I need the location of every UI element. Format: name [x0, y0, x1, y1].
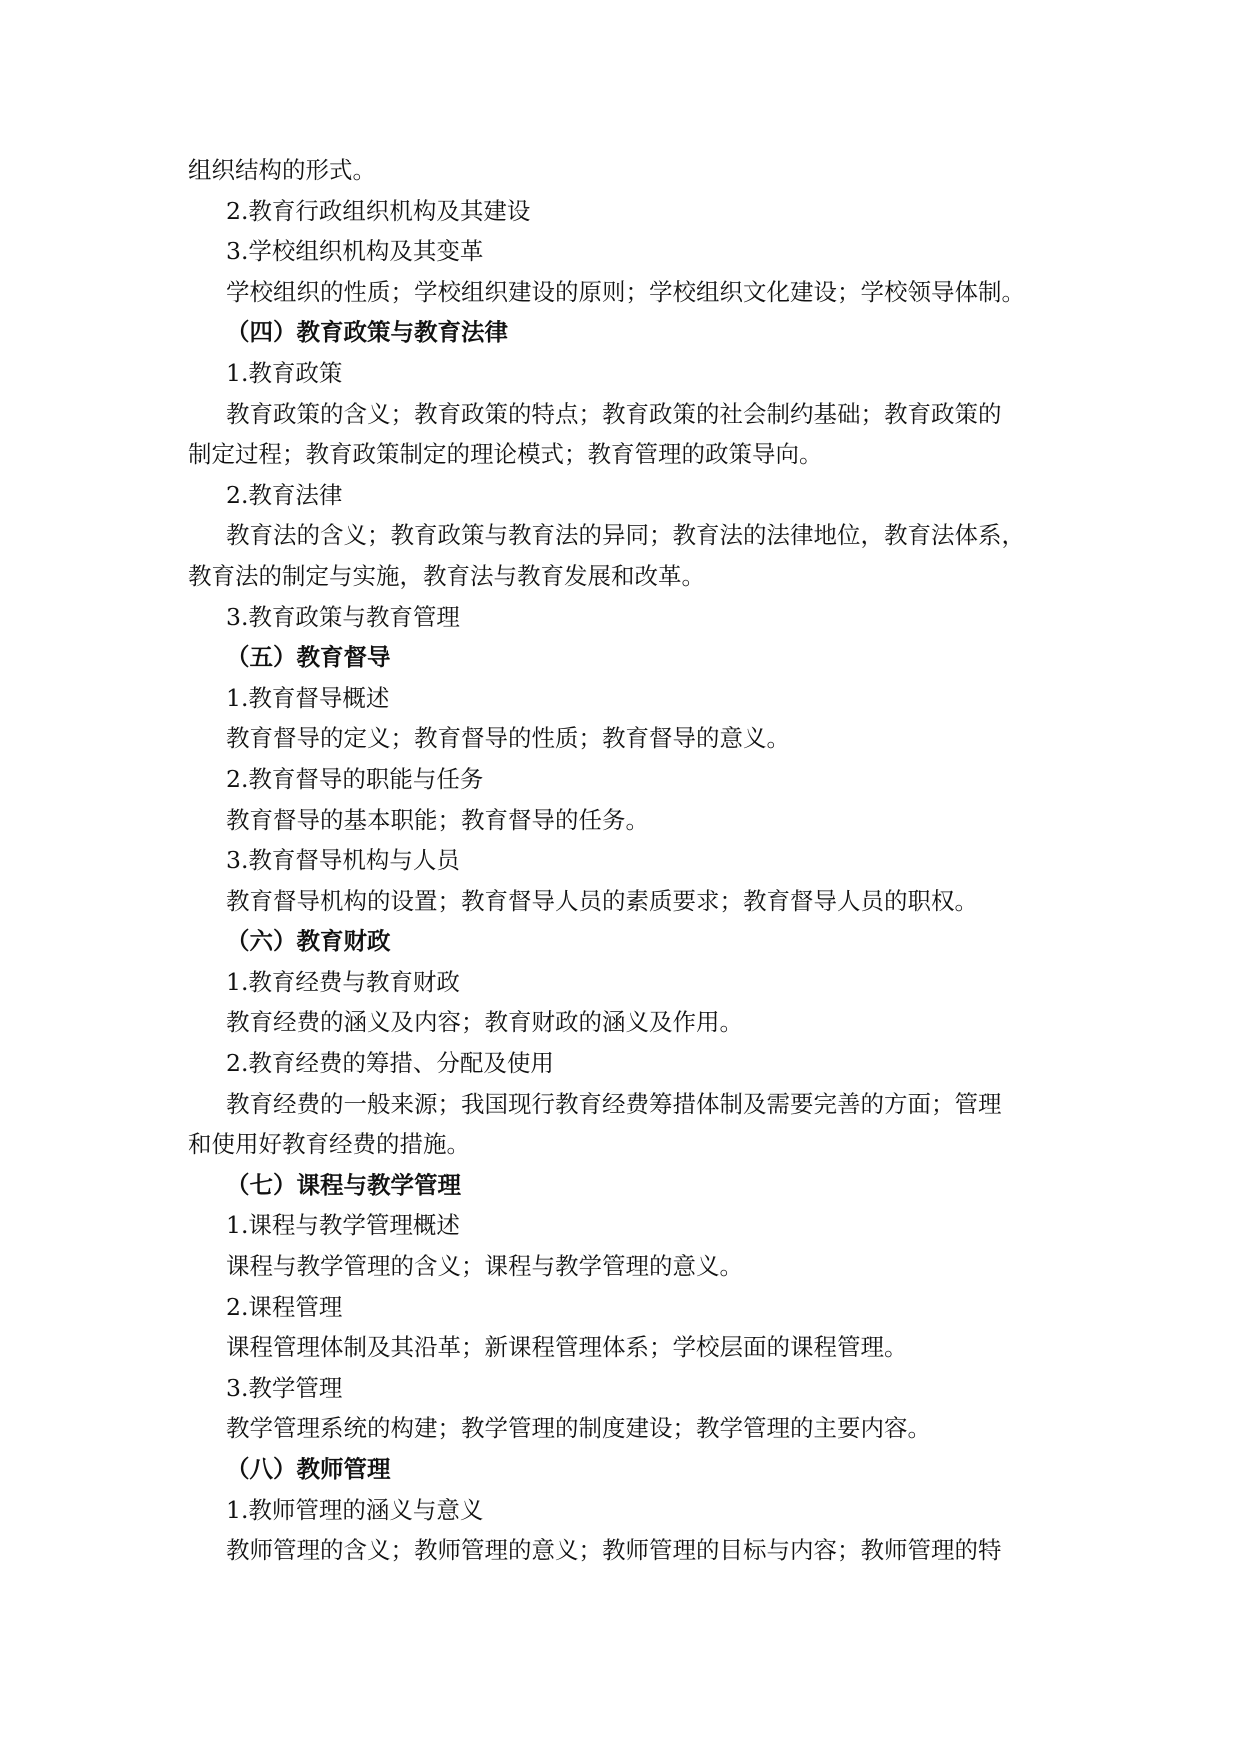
- subsection-title: 2.课程管理: [226, 1292, 343, 1321]
- body-line: 教育政策的含义；教育政策的特点；教育政策的社会制约基础；教育政策的: [226, 399, 1002, 428]
- section-heading: （五）教育督导: [226, 643, 391, 672]
- body-line-continuation: 和使用好教育经费的措施。: [188, 1130, 470, 1159]
- body-line: 学校组织的性质；学校组织建设的原则；学校组织文化建设；学校领导体制。: [226, 277, 1025, 306]
- body-line: 教育经费的一般来源；我国现行教育经费筹措体制及需要完善的方面；管理: [226, 1089, 1002, 1118]
- subsection-title: 2.教育经费的筹措、分配及使用: [226, 1049, 554, 1078]
- subsection-title: 2.教育行政组织机构及其建设: [226, 196, 531, 225]
- subsection-title: 3.教学管理: [226, 1373, 343, 1402]
- subsection-title: 3.学校组织机构及其变革: [226, 237, 484, 266]
- section-heading: （八）教师管理: [226, 1455, 391, 1483]
- section-heading: （六）教育财政: [226, 927, 391, 956]
- section-heading: （七）课程与教学管理: [226, 1170, 461, 1199]
- subsection-title: 3.教育督导机构与人员: [226, 846, 460, 875]
- subsection-title: 1.教师管理的涵义与意义: [226, 1495, 484, 1524]
- subsection-title: 3.教育政策与教育管理: [226, 602, 460, 631]
- document-body: [188, 150, 1060, 1571]
- body-line: 教师管理的含义；教师管理的意义；教师管理的目标与内容；教师管理的特: [226, 1536, 1002, 1565]
- body-line: 教育经费的涵义及内容；教育财政的涵义及作用。: [226, 1008, 743, 1037]
- subsection-title: 1.教育督导概述: [226, 683, 390, 712]
- body-line-continuation: 教育法的制定与实施，教育法与教育发展和改革。: [188, 561, 705, 590]
- subsection-title: 2.教育法律: [226, 480, 343, 509]
- section-heading: （四）教育政策与教育法律: [226, 318, 508, 347]
- body-line: 教育督导机构的设置；教育督导人员的素质要求；教育督导人员的职权。: [226, 886, 978, 915]
- subsection-title: 1.教育经费与教育财政: [226, 967, 460, 996]
- subsection-title: 1.课程与教学管理概述: [226, 1211, 460, 1240]
- body-line: 教育督导的基本职能；教育督导的任务。: [226, 805, 649, 834]
- subsection-title: 2.教育督导的职能与任务: [226, 764, 484, 793]
- body-line: 教育法的含义；教育政策与教育法的异同；教育法的法律地位，教育法体系，: [226, 521, 1025, 550]
- body-line-continuation: 制定过程；教育政策制定的理论模式；教育管理的政策导向。: [188, 440, 823, 469]
- body-line: 课程与教学管理的含义；课程与教学管理的意义。: [226, 1252, 743, 1281]
- body-line: 课程管理体制及其沿革；新课程管理体系；学校层面的课程管理。: [226, 1333, 908, 1362]
- body-line-continuation: 组织结构的形式。: [188, 156, 376, 184]
- subsection-title: 1.教育政策: [226, 358, 343, 387]
- body-line: 教育督导的定义；教育督导的性质；教育督导的意义。: [226, 724, 790, 753]
- body-line: 教学管理系统的构建；教学管理的制度建设；教学管理的主要内容。: [226, 1414, 931, 1443]
